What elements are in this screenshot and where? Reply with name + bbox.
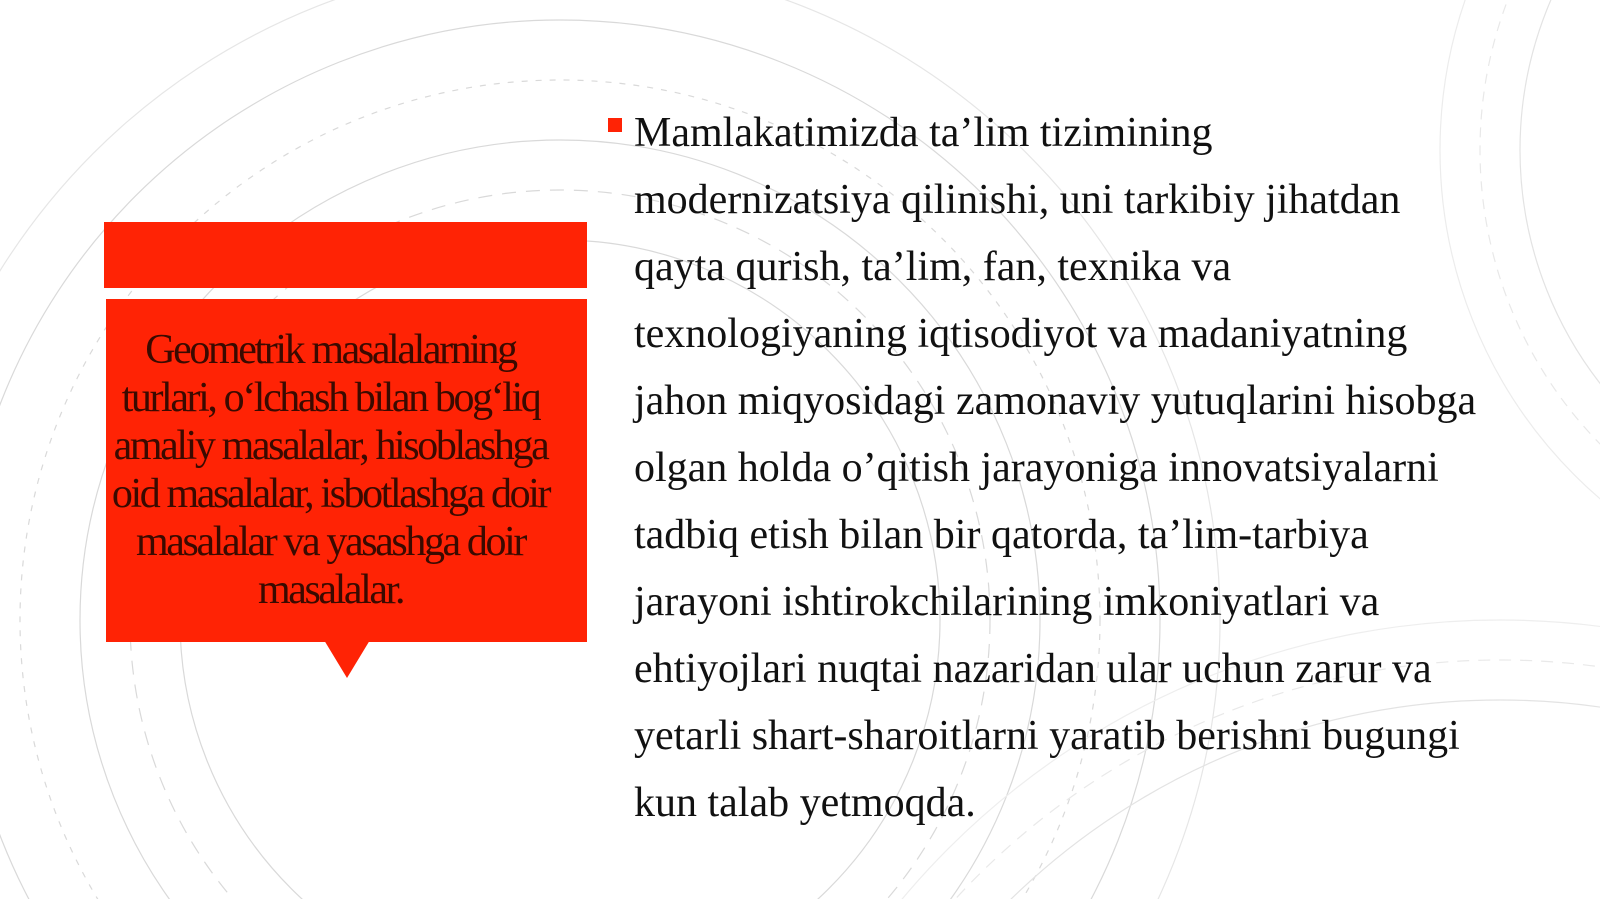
body-paragraph: Mamlakatimizda ta’lim tizimining modernizatsiya qilinishi, uni tarkibiy jihatdan qayta qurish, ta’lim, fan, texnika va texnologiyaning iqtisodiyot va madaniyatning jahon miqyosidagi zamonaviy yutuqlarini hisobga olgan holda o’qitish jarayoniga innovatsiyalarni tadbiq etish bilan bir qatorda, ta’lim-tarbiya jarayoni ishtirokchilarining imkoniyatlari va ehtiyojlari nuqtai nazaridan ular uchun zarur va yetarli shart-sharoitlarni yaratib berishni bugungi kun talab yetmoqda. <box>634 110 1477 826</box>
callout-pointer <box>324 640 370 678</box>
callout-header-bar <box>104 222 587 288</box>
bullet-square-icon <box>608 118 622 132</box>
callout-text: Geometrik masalalarning turlari, o‘lchash bilan bog‘liq amaliy masalalar, hisoblashga oid masalalar, isbotlashga doir masalalar va yasashga doir masalalar. <box>111 327 550 613</box>
